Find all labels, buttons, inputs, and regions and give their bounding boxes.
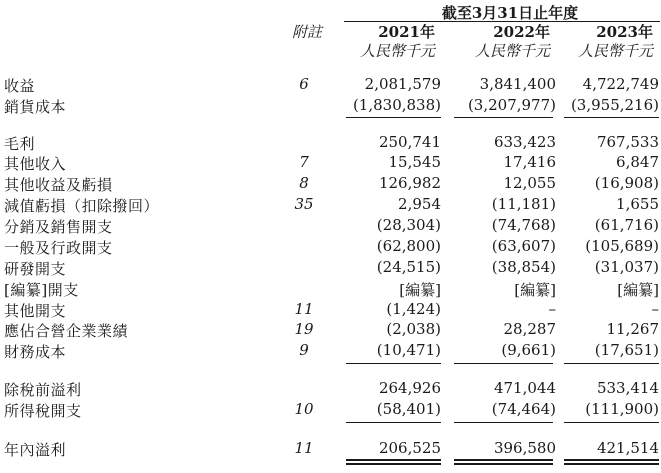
table-row-admin-expenses <box>0 237 661 259</box>
table-row-other-expenses <box>0 300 661 322</box>
value-2023: 11,267 <box>606 320 659 338</box>
table-row-distribution-expenses <box>0 216 661 238</box>
value-2021: 2,081,579 <box>364 75 441 93</box>
value-2022: 17,416 <box>503 153 556 171</box>
value-2021: (1,830,838) <box>352 96 441 114</box>
value-2023: (61,716) <box>594 216 659 234</box>
row-note: 7 <box>299 153 309 171</box>
row-label: 年內溢利 <box>4 441 67 459</box>
value-2023: 533,414 <box>596 379 659 397</box>
row-note: 19 <box>294 320 314 338</box>
value-2021: (58,401) <box>376 400 441 418</box>
table-row-other-gains-losses <box>0 174 661 196</box>
unit-header-2023: 人民幣千元 <box>577 42 653 60</box>
row-note: 6 <box>299 75 309 93</box>
row-label: 研發開支 <box>4 260 67 278</box>
unit-header-2022: 人民幣千元 <box>474 42 550 60</box>
row-label: 毛利 <box>4 135 36 153</box>
value-2021: (62,800) <box>376 237 441 255</box>
value-2021: 15,545 <box>388 153 441 171</box>
value-2021: (10,471) <box>376 341 441 359</box>
row-label: 一般及行政開支 <box>4 239 113 257</box>
value-2022: 471,044 <box>493 379 556 397</box>
row-label: 分銷及銷售開支 <box>4 218 113 236</box>
value-2023: – <box>651 300 659 318</box>
table-row-revenue <box>0 75 661 97</box>
value-2021: 250,741 <box>378 133 441 151</box>
value-2023: 421,514 <box>596 439 659 457</box>
row-label: 財務成本 <box>4 343 67 361</box>
row-label: 其他收益及虧損 <box>4 176 113 194</box>
value-2022: (3,207,977) <box>467 96 556 114</box>
total-double-rule <box>454 459 553 465</box>
table-row-gross-profit <box>0 133 661 155</box>
table-row-redacted-expenses <box>0 279 661 301</box>
table-row-finance-costs <box>0 341 661 363</box>
year-header-2021: 2021年 <box>378 23 435 41</box>
row-note: 11 <box>294 439 314 457</box>
value-2021: (2,038) <box>386 320 441 338</box>
subtotal-rule <box>346 363 441 364</box>
period-header: 截至3月31日止年度 <box>441 4 579 22</box>
note-column-header: 附註 <box>291 23 322 41</box>
subtotal-rule <box>564 363 659 364</box>
value-2023: 767,533 <box>596 133 659 151</box>
subtotal-rule <box>454 117 553 118</box>
value-2022: [編纂] <box>514 281 556 299</box>
table-row-impairment <box>0 195 661 217</box>
value-2021: (28,304) <box>376 216 441 234</box>
value-2022: – <box>548 300 556 318</box>
row-note: 11 <box>294 300 314 318</box>
row-label: 其他收入 <box>4 155 67 173</box>
table-row-profit-before-tax <box>0 379 661 401</box>
value-2021: 126,982 <box>378 174 441 192</box>
row-label: 收益 <box>4 77 36 95</box>
table-row-share-of-jv-results <box>0 320 661 342</box>
value-2023: (16,908) <box>594 174 659 192</box>
subtotal-rule <box>564 117 659 118</box>
row-label: [編纂]開支 <box>4 281 79 299</box>
value-2022: (38,854) <box>491 258 556 276</box>
total-double-rule <box>346 459 441 465</box>
value-2022: 28,287 <box>503 320 556 338</box>
unit-header-2021: 人民幣千元 <box>359 42 435 60</box>
row-note: 35 <box>294 195 314 213</box>
year-header-2022: 2022年 <box>493 23 550 41</box>
value-2022: (9,661) <box>501 341 556 359</box>
value-2023: (17,651) <box>594 341 659 359</box>
row-label: 其他開支 <box>4 302 67 320</box>
value-2022: (74,464) <box>491 400 556 418</box>
row-note: 9 <box>299 341 309 359</box>
value-2022: 3,841,400 <box>479 75 556 93</box>
subtotal-rule <box>454 363 553 364</box>
value-2023: (105,689) <box>585 237 659 255</box>
value-2022: 396,580 <box>493 439 556 457</box>
value-2023: [編纂] <box>617 281 659 299</box>
value-2023: 4,722,749 <box>582 75 659 93</box>
row-label: 應佔合營企業業績 <box>4 322 129 340</box>
value-2023: (111,900) <box>585 400 659 418</box>
subtotal-rule <box>454 422 553 423</box>
value-2021: [編纂] <box>399 281 441 299</box>
subtotal-rule <box>346 117 441 118</box>
row-label: 除稅前溢利 <box>4 381 82 399</box>
table-row-income-tax <box>0 400 661 422</box>
value-2021: 2,954 <box>398 195 441 213</box>
value-2023: 1,655 <box>616 195 659 213</box>
value-2021: 264,926 <box>378 379 441 397</box>
total-double-rule <box>564 459 659 465</box>
row-note: 10 <box>294 400 314 418</box>
table-row-other-income <box>0 153 661 175</box>
row-label: 減值虧損（扣除撥回） <box>4 197 160 215</box>
value-2023: (3,955,216) <box>570 96 659 114</box>
value-2022: (74,768) <box>491 216 556 234</box>
row-note: 8 <box>299 174 309 192</box>
value-2022: (11,181) <box>491 195 556 213</box>
table-row-rnd-expenses <box>0 258 661 280</box>
subtotal-rule <box>564 422 659 423</box>
value-2023: (31,037) <box>594 258 659 276</box>
row-label: 銷貨成本 <box>4 98 67 116</box>
value-2022: 633,423 <box>493 133 556 151</box>
table-row-profit-for-year <box>0 439 661 461</box>
value-2022: (63,607) <box>491 237 556 255</box>
value-2021: 206,525 <box>378 439 441 457</box>
row-label: 所得稅開支 <box>4 402 82 420</box>
value-2022: 12,055 <box>503 174 556 192</box>
table-row-cost-of-sales <box>0 96 661 118</box>
value-2021: (1,424) <box>386 300 441 318</box>
year-header-2023: 2023年 <box>596 23 653 41</box>
value-2023: 6,847 <box>616 153 659 171</box>
value-2021: (24,515) <box>376 258 441 276</box>
subtotal-rule <box>346 422 441 423</box>
